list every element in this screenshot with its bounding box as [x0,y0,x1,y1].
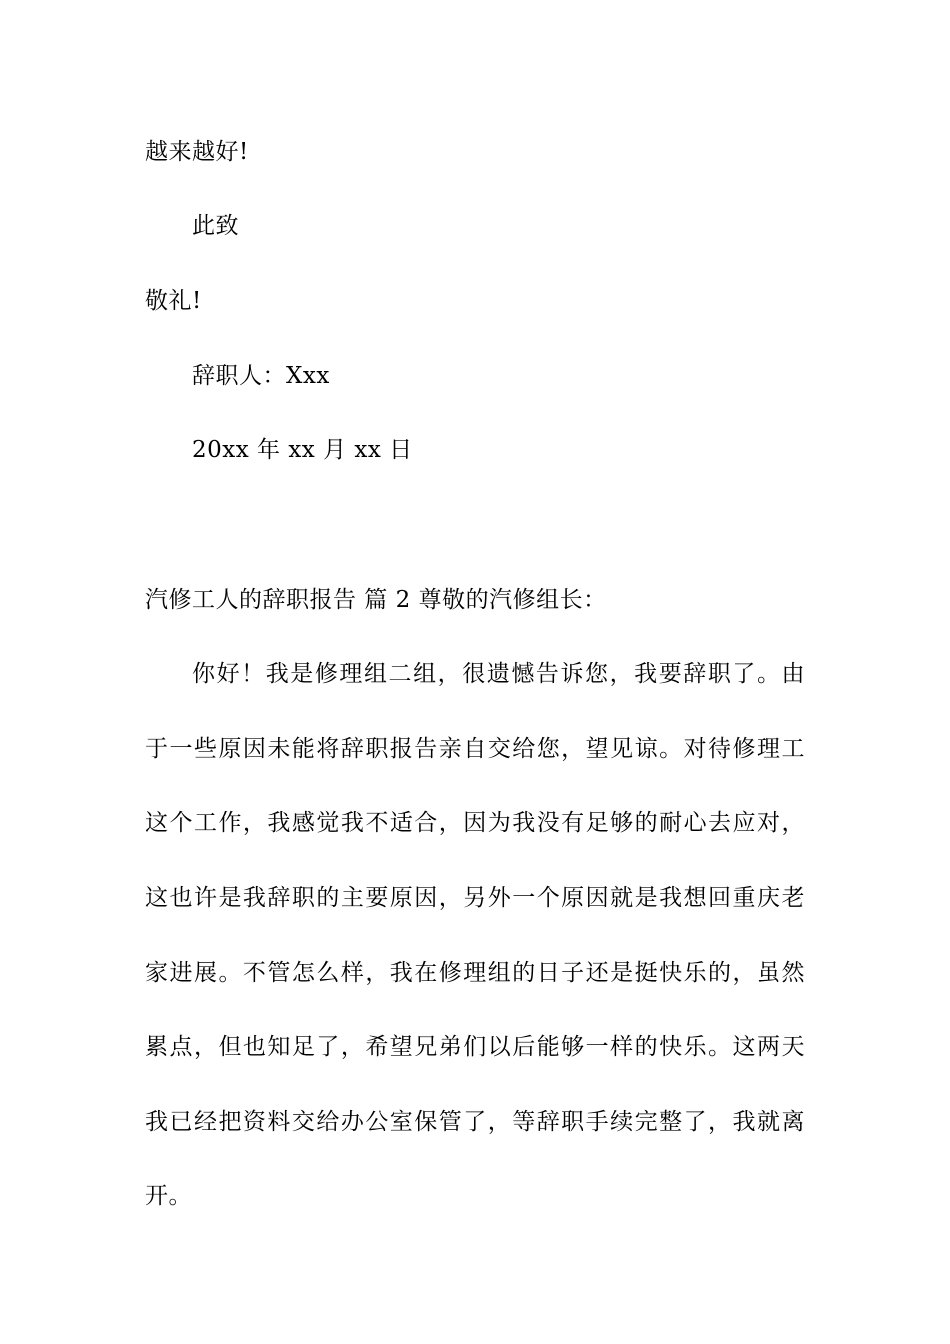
paragraph-line: 于一些原因未能将辞职报告亲自交给您，望见谅。对待修理工 [145,736,805,762]
closing-wish: 越来越好! [145,139,249,165]
paragraph-line: 累点，但也知足了，希望兄弟们以后能够一样的快乐。这两天 [145,1034,805,1060]
salutation-ci-zhi: 此致 [192,213,239,239]
paragraph-line: 我已经把资料交给办公室保管了，等辞职手续完整了，我就离 [145,1109,805,1135]
salutation-jing-li: 敬礼! [145,288,202,314]
resigner-name: 辞职人：Xxx [192,363,330,389]
paragraph-line: 这也许是我辞职的主要原因，另外一个原因就是我想回重庆老 [145,885,805,911]
section-heading: 汽修工人的辞职报告 篇 2 尊敬的汽修组长： [145,587,607,613]
paragraph-line: 你好！我是修理组二组，很遗憾告诉您，我要辞职了。由 [192,661,805,687]
paragraph-line: 这个工作，我感觉我不适合，因为我没有足够的耐心去应对， [145,810,805,836]
resignation-date: 20xx 年 xx 月 xx 日 [192,437,413,463]
paragraph-line: 开。 [145,1183,192,1209]
paragraph-line: 家进展。不管怎么样，我在修理组的日子还是挺快乐的，虽然 [145,960,805,986]
